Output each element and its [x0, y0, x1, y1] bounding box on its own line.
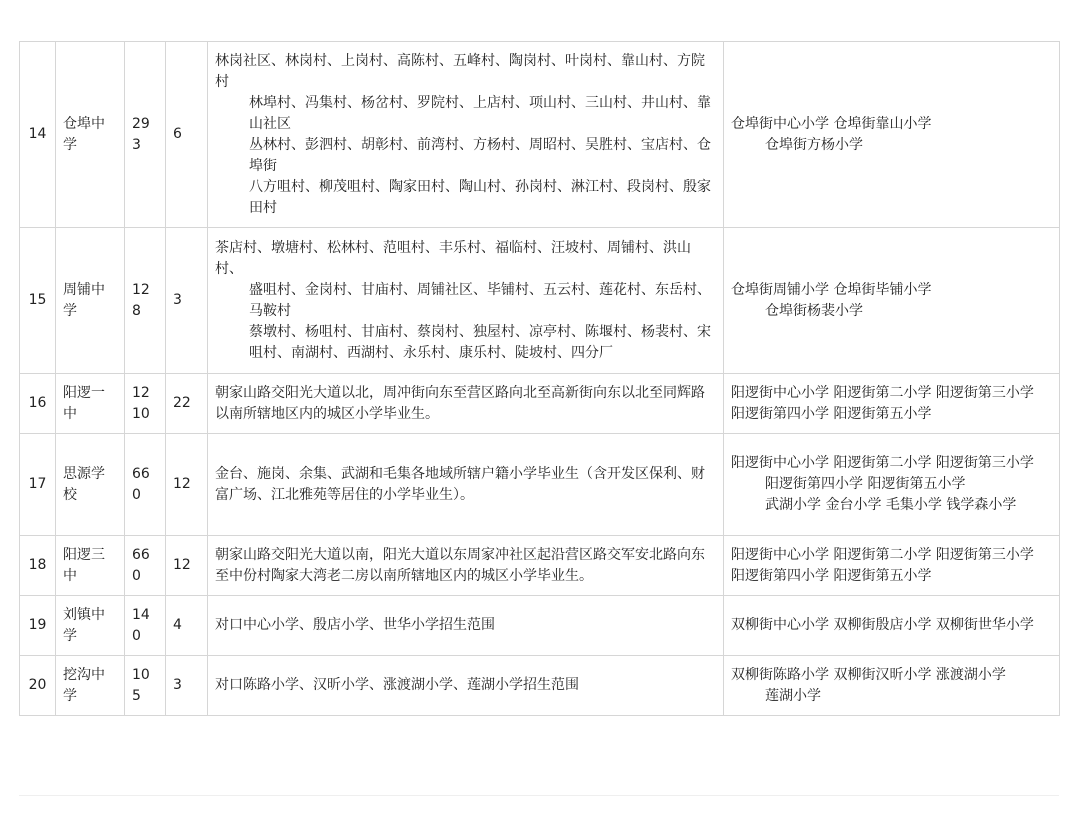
primary-school-line: 阳逻街中心小学 阳逻街第二小学 阳逻街第三小学 阳逻街第四小学 阳逻街第五小学: [731, 384, 1034, 422]
enrollment-count-cell: 660: [125, 536, 166, 596]
feeder-primary-schools-cell: [724, 536, 1060, 596]
class-count-cell: 3: [166, 228, 208, 374]
table-row: [20, 42, 1060, 228]
table-body: [20, 42, 1060, 716]
primary-school-line: 仓埠街杨裴小学: [765, 302, 863, 319]
enrollment-range-cell: [208, 536, 724, 596]
range-line: 对口陈路小学、汉昕小学、涨渡湖小学、莲湖小学招生范围: [215, 677, 579, 693]
enrollment-count-cell: 293: [125, 42, 166, 228]
school-name-cell: 仓埠中学: [56, 42, 125, 228]
enrollment-range-cell: [208, 656, 724, 716]
school-name-cell: 挖沟中学: [56, 656, 125, 716]
row-number-cell: 15: [20, 228, 56, 374]
table-row: [20, 596, 1060, 656]
enrollment-range-cell: [208, 374, 724, 434]
table-row: [20, 434, 1060, 536]
primary-school-line: 阳逻街中心小学 阳逻街第二小学 阳逻街第三小学 阳逻街第四小学 阳逻街第五小学: [731, 546, 1034, 584]
row-number-cell: 14: [20, 42, 56, 228]
table-row: [20, 536, 1060, 596]
school-name-cell: 刘镇中学: [56, 596, 125, 656]
range-line: 对口中心小学、殷店小学、世华小学招生范围: [215, 617, 495, 633]
range-line: 林埠村、冯集村、杨岔村、罗院村、上店村、项山村、三山村、井山村、靠山社区: [249, 94, 711, 132]
range-line: 盛咀村、金岗村、甘庙村、周铺社区、毕铺村、五云村、莲花村、东岳村、马鞍村: [249, 281, 711, 319]
range-line: 金台、施岗、余集、武湖和毛集各地域所辖户籍小学毕业生（含开发区保利、财富广场、江北雅苑等居住的小学毕业生）。: [215, 465, 705, 503]
enrollment-count-cell: 140: [125, 596, 166, 656]
enrollment-count-cell: 105: [125, 656, 166, 716]
school-name-cell: 周铺中学: [56, 228, 125, 374]
row-number-cell: 19: [20, 596, 56, 656]
primary-school-line: 仓埠街方杨小学: [765, 136, 863, 153]
feeder-primary-schools-cell: [724, 42, 1060, 228]
range-line: 丛林村、彭泗村、胡彰村、前湾村、方杨村、周昭村、吴胜村、宝店村、仓埠街: [249, 136, 711, 174]
class-count-cell: 6: [166, 42, 208, 228]
range-line: 茶店村、墩塘村、松林村、范咀村、丰乐村、福临村、汪坡村、周铺村、洪山村、: [215, 239, 691, 277]
primary-school-line: 双柳街中心小学 双柳街殷店小学 双柳街世华小学: [731, 617, 1034, 633]
feeder-primary-schools-cell: [724, 374, 1060, 434]
primary-school-line: 莲湖小学: [765, 687, 821, 704]
enrollment-range-cell: [208, 42, 724, 228]
primary-school-line: 双柳街陈路小学 双柳街汉昕小学 涨渡湖小学: [731, 666, 1006, 683]
feeder-primary-schools-cell: [724, 434, 1060, 536]
school-name-cell: 阳逻一中: [56, 374, 125, 434]
table-row: [20, 656, 1060, 716]
feeder-primary-schools-cell: [724, 596, 1060, 656]
enrollment-zone-table: [19, 41, 1060, 716]
class-count-cell: 4: [166, 596, 208, 656]
range-line: 朝家山路交阳光大道以南，阳光大道以东周家冲社区起沿营区路交军安北路向东至中份村陶家大湾老二房以南所辖地区内的城区小学毕业生。: [215, 546, 705, 584]
row-number-cell: 17: [20, 434, 56, 536]
table-row: [20, 228, 1060, 374]
class-count-cell: 12: [166, 536, 208, 596]
row-number-cell: 16: [20, 374, 56, 434]
school-name-cell: 思源学校: [56, 434, 125, 536]
primary-school-line: 阳逻街第四小学 阳逻街第五小学: [765, 476, 966, 492]
enrollment-count-cell: 660: [125, 434, 166, 536]
enrollment-range-cell: [208, 228, 724, 374]
feeder-primary-schools-cell: [724, 228, 1060, 374]
class-count-cell: 12: [166, 434, 208, 536]
row-number-cell: 20: [20, 656, 56, 716]
table-row: [20, 374, 1060, 434]
enrollment-count-cell: 128: [125, 228, 166, 374]
school-name-cell: 阳逻三中: [56, 536, 125, 596]
page-bottom-divider: [19, 795, 1059, 796]
feeder-primary-schools-cell: [724, 656, 1060, 716]
primary-school-line: 武湖小学 金台小学 毛集小学 钱学森小学: [765, 497, 1017, 513]
enrollment-range-cell: [208, 596, 724, 656]
primary-school-line: 仓埠街周铺小学 仓埠街毕铺小学: [731, 281, 932, 298]
row-number-cell: 18: [20, 536, 56, 596]
range-line: 蔡墩村、杨咀村、甘庙村、蔡岗村、独屋村、凉亭村、陈堰村、杨裴村、宋咀村、南湖村、西湖村、永乐村、康乐村、陡坡村、四分厂: [249, 323, 711, 361]
range-line: 林岗社区、林岗村、上岗村、高陈村、五峰村、陶岗村、叶岗村、靠山村、方院村: [215, 52, 705, 90]
primary-school-line: 阳逻街中心小学 阳逻街第二小学 阳逻街第三小学: [731, 455, 1034, 471]
enrollment-range-cell: [208, 434, 724, 536]
enrollment-count-cell: 1210: [125, 374, 166, 434]
class-count-cell: 22: [166, 374, 208, 434]
primary-school-line: 仓埠街中心小学 仓埠街靠山小学: [731, 115, 932, 132]
range-line: 八方咀村、柳茂咀村、陶家田村、陶山村、孙岗村、淋江村、段岗村、殷家田村: [249, 178, 711, 216]
range-line: 朝家山路交阳光大道以北，周冲街向东至营区路向北至高新街向东以北至同辉路以南所辖地区内的城区小学毕业生。: [215, 384, 705, 422]
class-count-cell: 3: [166, 656, 208, 716]
